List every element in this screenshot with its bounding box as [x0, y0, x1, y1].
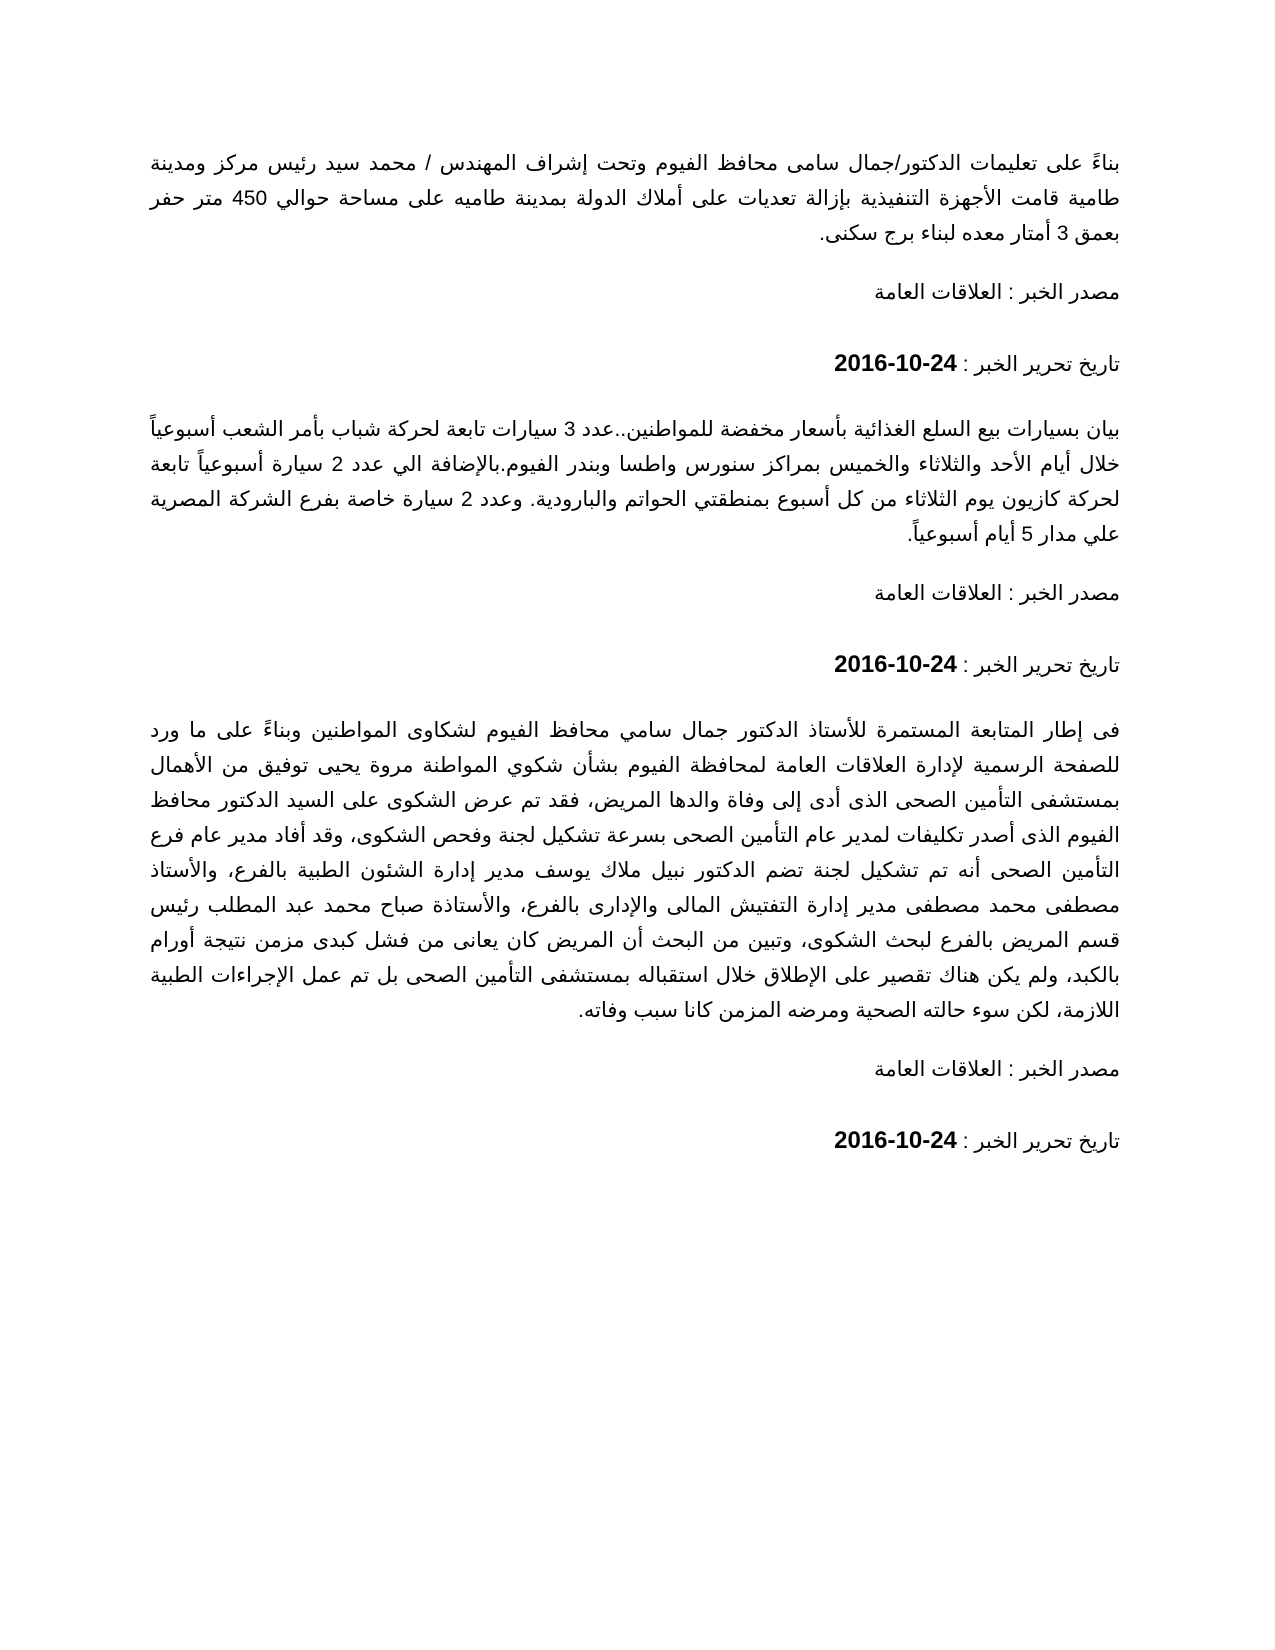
- news-date-label: تاريخ تحرير الخبر :: [962, 353, 1120, 376]
- news-body: فى إطار المتابعة المستمرة للأستاذ الدكتور جمال سامي محافظ الفيوم لشكاوى المواطنين وبناءً على ما ورد للصفحة الرسمية لإدارة العلاقات العامة لمحافظة الفيوم بشأن شكوي المواطنة مروة يحيى توفيق من الأهمال بمستشفى التأمين الصحى الذى أدى إلى وفاة والدها المريض، فقد تم عرض الشكوى على السيد الدكتور محافظ الفيوم الذى أصدر تكليفات لمدير عام التأمين الصحى بسرعة تشكيل لجنة وفحص الشكوى، وقد أفاد مدير عام فرع التأمين الصحى أنه تم تشكيل لجنة تضم الدكتور نبيل ملاك يوسف مدير إدارة الشئون الطبية بالفرع، والأستاذ مصطفى محمد مصطفى مدير إدارة التفتيش المالى والإدارى بالفرع، والأستاذة صباح محمد عبد المطلب رئيس قسم المريض بالفرع لبحث الشكوى، وتبين من البحث أن المريض كان يعانى من فشل كبدى مزمن نتيجة أورام بالكبد، ولم يكن هناك تقصير على الإطلاق خلال استقباله بمستشفى التأمين الصحى بل تم عمل الإجراءات الطبية اللازمة، لكن سوء حالته الصحية ومرضه المزمن كانا سبب وفاته.: [150, 719, 1120, 1022]
- news-date: [150, 647, 1120, 683]
- news-body: بيان بسيارات بيع السلع الغذائية بأسعار مخفضة للمواطنين..عدد 3 سيارات تابعة لحركة شباب بأمر الشعب أسبوعياً خلال أيام الأحد والثلاثاء والخميس بمراكز سنورس واطسا وبندر الفيوم.بالإضافة الي عدد 2 سيارة أسبوعياً تابعة لحركة كازيون يوم الثلاثاء من كل أسبوع بمنطقتي الحواتم والبارودية. وعدد 2 سيارة خاصة بفرع الشركة المصرية علي مدار 5 أيام أسبوعياً.: [150, 418, 1120, 546]
- news-source: مصدر الخبر : العلاقات العامة: [874, 281, 1120, 304]
- news-date: [150, 346, 1120, 382]
- news-body: بناءً على تعليمات الدكتور/جمال سامى محافظ الفيوم وتحت إشراف المهندس / محمد سيد رئيس مركز ومدينة طامية قامت الأجهزة التنفيذية بإزالة تعديات على أملاك الدولة بمدينة طاميه على مساحة حوالي 450 متر حفر بعمق 3 أمتار معده لبناء برج سكنى.: [150, 152, 1120, 245]
- news-source: مصدر الخبر : العلاقات العامة: [874, 582, 1120, 605]
- news-date: [150, 1123, 1120, 1159]
- news-source: مصدر الخبر : العلاقات العامة: [874, 1058, 1120, 1081]
- news-date-value: 2016-10-24: [834, 1127, 957, 1154]
- news-date-label: تاريخ تحرير الخبر :: [962, 1130, 1120, 1153]
- news-item-3: [150, 713, 1120, 1159]
- document-page: [150, 146, 1120, 1159]
- news-date-label: تاريخ تحرير الخبر :: [962, 654, 1120, 677]
- news-date-value: 2016-10-24: [834, 350, 957, 377]
- news-item-2: [150, 412, 1120, 683]
- news-item-1: [150, 146, 1120, 382]
- news-date-value: 2016-10-24: [834, 651, 957, 678]
